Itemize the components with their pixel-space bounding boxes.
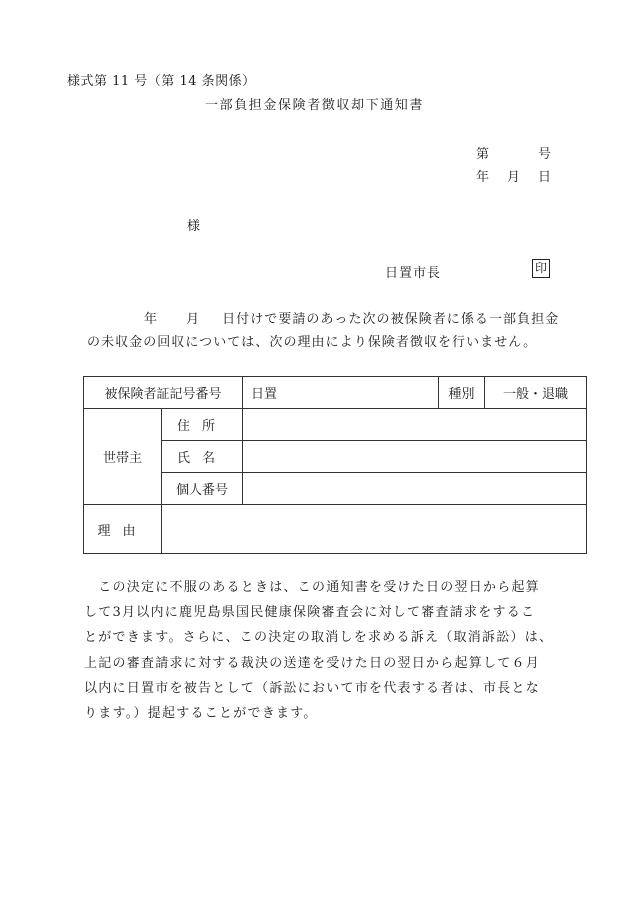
- issuer-name: 日置市長: [385, 266, 442, 281]
- name-field[interactable]: [243, 441, 587, 473]
- date-month-label: 月: [507, 170, 521, 185]
- reference-number-label: 第: [476, 147, 490, 162]
- date-day-label: 日: [538, 170, 552, 185]
- reason-field[interactable]: [162, 505, 587, 554]
- addressee-honorific: 様: [187, 219, 201, 234]
- document-title: 一部負担金保険者徴収却下通知書: [205, 98, 425, 113]
- seal-mark: 印: [532, 259, 550, 278]
- intro-month: 月: [186, 312, 201, 327]
- insured-info-table: [83, 376, 587, 554]
- table-row: [84, 505, 587, 554]
- notice-line: 上記の審査請求に対する裁決の送達を受けた日の翌日から起算して６月: [84, 655, 541, 671]
- notice-line: して3月以内に鹿児島県国民健康保険審査会に対して審査請求をするこ: [84, 605, 536, 621]
- personal-number-field[interactable]: [243, 473, 587, 505]
- notice-line: とができます。さらに、この決定の取消しを求める訴え（取消訴訟）は、: [84, 630, 554, 646]
- table-row: [84, 377, 587, 409]
- insured-id-label: 被保険者証記号番号: [84, 377, 243, 409]
- household-head-label: 世帯主: [84, 409, 162, 505]
- address-field[interactable]: [243, 409, 587, 441]
- notice-line: ります。）提起することができます。: [84, 706, 318, 722]
- address-label: 住所: [162, 409, 243, 441]
- intro-line-2: の未収金の回収については、次の理由により保険者徴収を行いません。: [87, 335, 538, 350]
- type-label: 種別: [439, 377, 485, 409]
- reference-number-suffix: 号: [538, 147, 552, 162]
- intro-year: 年: [144, 312, 159, 327]
- table-row: [84, 409, 587, 441]
- intro-line-1: [87, 308, 559, 331]
- insured-id-field[interactable]: 日置: [243, 377, 439, 409]
- type-field[interactable]: 一般・退職: [485, 377, 587, 409]
- form-number: 様式第 11 号（第 14 条関係）: [67, 74, 256, 89]
- reason-label: 理由: [84, 505, 162, 554]
- intro-paragraph: [87, 308, 559, 354]
- appeal-notice: [84, 575, 584, 726]
- notice-line: 以内に日置市を被告として（訴訟において市を代表する者は、市長とな: [84, 680, 541, 696]
- personal-number-label: 個人番号: [162, 473, 243, 505]
- notice-line: この決定に不服のあるときは、この通知書を受けた日の翌日から起算: [84, 580, 541, 595]
- date-year-label: 年: [476, 170, 490, 185]
- name-label: 氏名: [162, 441, 243, 473]
- intro-line-1-rest: 日付けで要請のあった次の被保険者に係る一部負担金: [222, 312, 560, 327]
